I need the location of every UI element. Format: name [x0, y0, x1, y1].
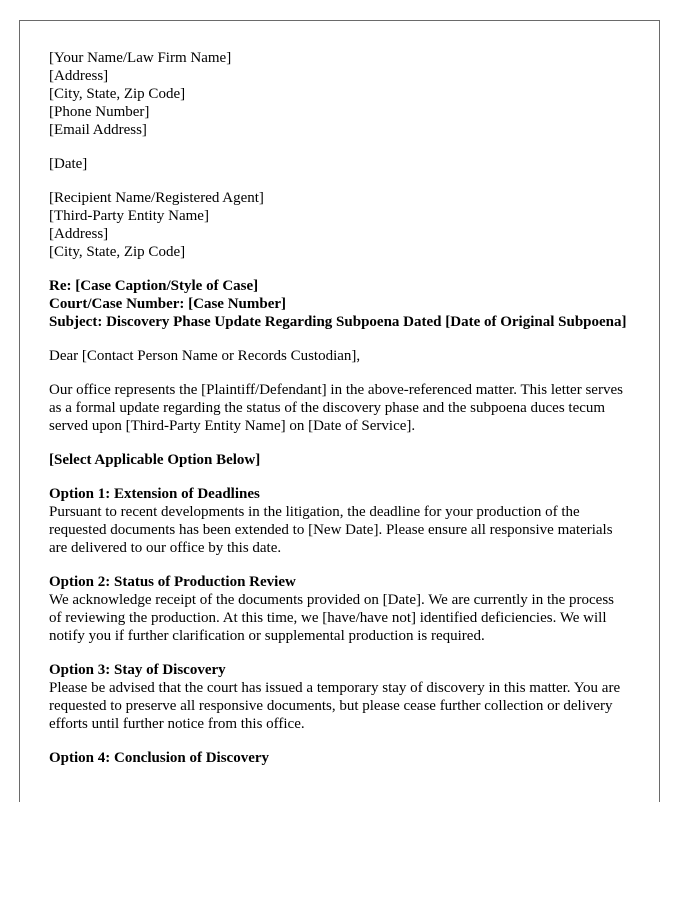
- intro-paragraph: Our office represents the [Plaintiff/Defendant] in the above-referenced matter. This letter serves as a formal update regarding the status of the discovery phase and the subpoena duces tecum served upon [Third-Party Entity Name] on [Date of Service].: [49, 382, 623, 434]
- option-2-body: We acknowledge receipt of the documents provided on [Date]. We are currently in the process of reviewing the production. At this time, we [have/have not] identified deficiencies. We will notify you if further clarification or supplemental production is required.: [49, 592, 615, 644]
- sender-city-state-zip: [City, State, Zip Code]: [49, 86, 186, 102]
- letter-page: [19, 20, 660, 802]
- sender-block: [49, 49, 629, 139]
- sender-phone: [Phone Number]: [49, 104, 150, 120]
- subject-line: Subject: Discovery Phase Update Regarding Subpoena Dated [Date of Original Subpoena]: [49, 314, 627, 330]
- option-2-title: Option 2: Status of Production Review: [49, 574, 296, 590]
- recipient-city-state-zip: [City, State, Zip Code]: [49, 244, 186, 260]
- option-4-title: Option 4: Conclusion of Discovery: [49, 750, 270, 766]
- letter-content: [49, 49, 629, 783]
- letter-date: [Date]: [49, 156, 88, 172]
- option-2: [49, 573, 629, 645]
- recipient-entity: [Third-Party Entity Name]: [49, 208, 209, 224]
- sender-email: [Email Address]: [49, 122, 147, 138]
- option-3-body: Please be advised that the court has issued a temporary stay of discovery in this matter. You are requested to preserve all responsive documents, but please cease further collection or delivery efforts until further notice from this office.: [49, 680, 621, 732]
- reference-block: [49, 277, 629, 331]
- option-1-body: Pursuant to recent developments in the litigation, the deadline for your production of the requested documents has been extended to [New Date]. Please ensure all responsive materials are delivered to our office by this date.: [49, 504, 613, 556]
- recipient-block: [49, 189, 629, 261]
- option-1-title: Option 1: Extension of Deadlines: [49, 486, 260, 502]
- option-3: [49, 661, 629, 733]
- option-3-title: Option 3: Stay of Discovery: [49, 662, 226, 678]
- sender-name: [Your Name/Law Firm Name]: [49, 50, 232, 66]
- recipient-name: [Recipient Name/Registered Agent]: [49, 190, 264, 206]
- salutation: Dear [Contact Person Name or Records Custodian],: [49, 348, 361, 364]
- option-1: [49, 485, 629, 557]
- court-case-line: Court/Case Number: [Case Number]: [49, 296, 287, 312]
- recipient-address: [Address]: [49, 226, 109, 242]
- date-block: [49, 155, 629, 173]
- re-line: Re: [Case Caption/Style of Case]: [49, 278, 259, 294]
- option-4: [49, 749, 629, 767]
- select-option-heading: [Select Applicable Option Below]: [49, 452, 261, 468]
- sender-address: [Address]: [49, 68, 109, 84]
